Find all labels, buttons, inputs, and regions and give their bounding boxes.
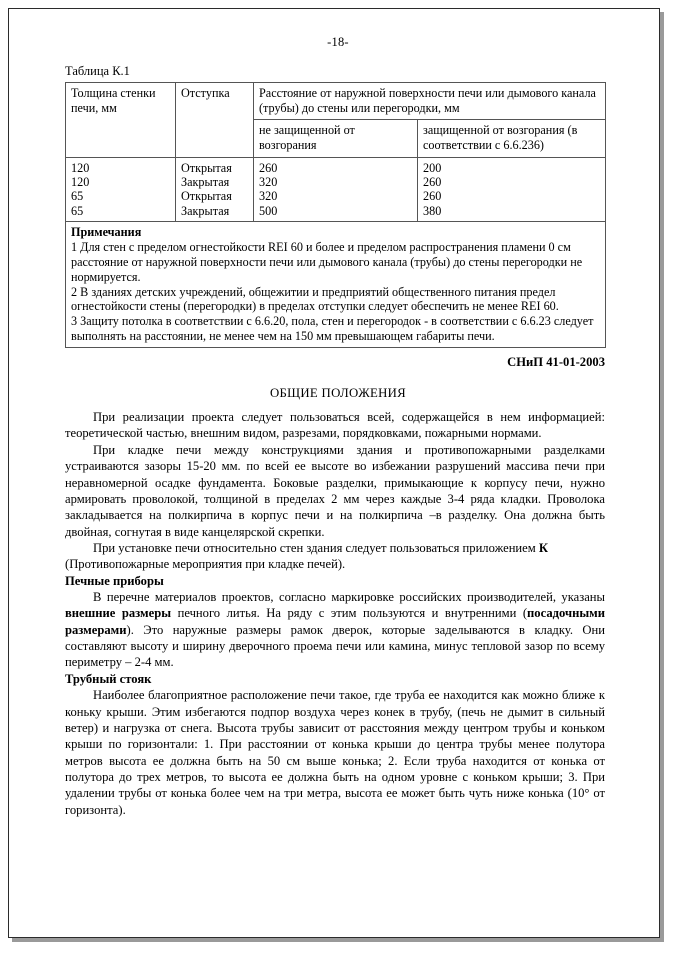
table-row: 65: [71, 203, 84, 218]
table-row: 320: [259, 174, 278, 189]
table-row: Закрытая: [181, 203, 230, 218]
paragraph-general-info: При реализации проекта следует пользоваться всей, содержащейся в нем информацией: теоретической частью, внешним видом, разрезами, порядковками, пожарными нормами.: [65, 410, 605, 441]
page-number: -18-: [327, 35, 349, 49]
paragraph-appendix-k-cont: (Противопожарные мероприятия при кладке печей).: [65, 557, 346, 572]
table-notes-row: [66, 222, 606, 348]
table-row: 200: [423, 160, 442, 175]
heading-chimney-riser: Трубный стояк: [65, 671, 152, 686]
table-notes-cell: [66, 222, 606, 348]
appliances-text-c: печного литья. На ряду с этим пользуются и внутренними (: [171, 606, 528, 621]
table-header-row-top: [66, 83, 606, 120]
page-title: ОБЩИЕ ПОЛОЖЕНИЯ: [269, 386, 406, 401]
table-caption: Таблица К.1: [65, 64, 130, 78]
appliances-outer-dimensions-bold: внешние размеры: [65, 606, 172, 621]
appliances-text-a: В перечне материалов проектов, согласно маркировке российских производителей, указаны: [93, 590, 605, 605]
heading-stove-appliances: Печные приборы: [65, 573, 164, 588]
body-prose: [65, 409, 605, 818]
paragraph-chimney-riser: Наиболее благоприятное расположение печи такое, где труба ее находится как можно ближе к коньку крыши. Этим избегаются подпор воздуха через конек в трубу, (печь не дымит в сильный ветер) и нагрузка от снега. Высота трубы зависит от расстояния между центром трубы и коньком крыши по горизонтали: 1. При расстоянии от конька крыши до центра трубы менее полутора метров высота ее должна быть на 50 см выше конька; 2. Если труба находится от конька от полутора до трех метров, то высота ее должна быть на одном уровне с коньком крыши; 3. При удалении трубы от конька более чем на три метра, высота ее может быть чуть ниже конька (10° от горизонта).: [65, 688, 605, 817]
data-column-protected: [418, 157, 606, 222]
note-item-2: 2 В зданиях детских учреждений, общежитии и предприятий общественного питания предел огнестойкости стены (перегородки) в пределах отступки следует обеспечить не менее REI 60.: [71, 284, 559, 314]
clearance-distance-table: [65, 82, 606, 348]
table-row: 380: [423, 203, 442, 218]
header-cell-wall-thickness: Толщина стенки печи, мм: [66, 83, 176, 158]
header-cell-unprotected-wall: не защищенной от возгорания: [254, 120, 418, 157]
standard-reference: СНиП 41-01-2003: [507, 355, 605, 370]
note-item-1: 1 Для стен с пределом огнестойкости REI 60 и более и пределом распространения пламени 0 см расстояние от наружной поверхности печи или дымового канала (трубы) до стены перегородки не нормируется.: [71, 239, 583, 284]
document-page-sheet: [8, 8, 660, 938]
paragraph-stove-appliances: [65, 589, 605, 671]
header-cell-distance-span: Расстояние от наружной поверхности печи или дымового канала (трубы) до стены или перегородки, мм: [254, 83, 606, 120]
table-row: 120: [71, 160, 90, 175]
table-row: Открытая: [181, 189, 232, 204]
table-row: 120: [71, 174, 90, 189]
appendix-letter-bold: К: [538, 540, 549, 555]
header-cell-protected-wall: защищенной от возгорания (в соответствии с 6.6.236): [418, 120, 606, 157]
table-row: 65: [71, 189, 84, 204]
table-row: Открытая: [181, 160, 232, 175]
data-column-otstupka: [176, 157, 254, 222]
paragraph-masonry-gaps: При кладке печи между конструкциями здания и противопожарными разделками устраиваются зазоры 15-20 мм. по всей ее высоте во избежании разрушений массива печи при неравномерной осадке фундамента. Боковые разделки, примыкающие к корпусу печи, нужно армировать проволокой, толщиной в пределах 2 мм через каждые 3-4 ряда кладки. Проволока закладывается на полкирпича в корпус печи и на полкирпича –в разделку. Она должна быть двойная, согнутая в виде канцелярской скрепки.: [65, 442, 605, 539]
table-row: 320: [259, 189, 278, 204]
data-column-unprotected: [254, 157, 418, 222]
header-cell-otstupka: Отступка: [176, 83, 254, 158]
paragraph-appendix-k: [65, 540, 605, 556]
table-row: 260: [259, 160, 278, 175]
appliances-seating-dimensions-bold: посадочными размерами: [65, 606, 606, 637]
notes-title: Примечания: [71, 225, 142, 240]
data-column-wall-thickness: [66, 157, 176, 222]
table-row: 260: [423, 189, 442, 204]
appendix-text-pre: При установке печи относительно стен здания следует пользоваться приложением: [93, 540, 539, 555]
table-row: Закрытая: [181, 174, 230, 189]
table-data-block-row: [66, 157, 606, 222]
page-content-area: [9, 9, 659, 937]
note-item-3: 3 Защиту потолка в соответствии с 6.6.20, пола, стен и перегородок - в соответствии с 6.6.23 следует выполнять на расстоянии, не менее чем на 150 мм превышающем габариты печи.: [71, 314, 594, 344]
table-row: 260: [423, 174, 442, 189]
appliances-text-e: ). Это наружные размеры рамок дверок, которые заделываются в кладку. Они составляют высоту и ширину дверочного проема печи или камина, минус тепловой зазор по всему периметру – 2-4 мм.: [65, 622, 605, 670]
table-row: 500: [259, 203, 278, 218]
